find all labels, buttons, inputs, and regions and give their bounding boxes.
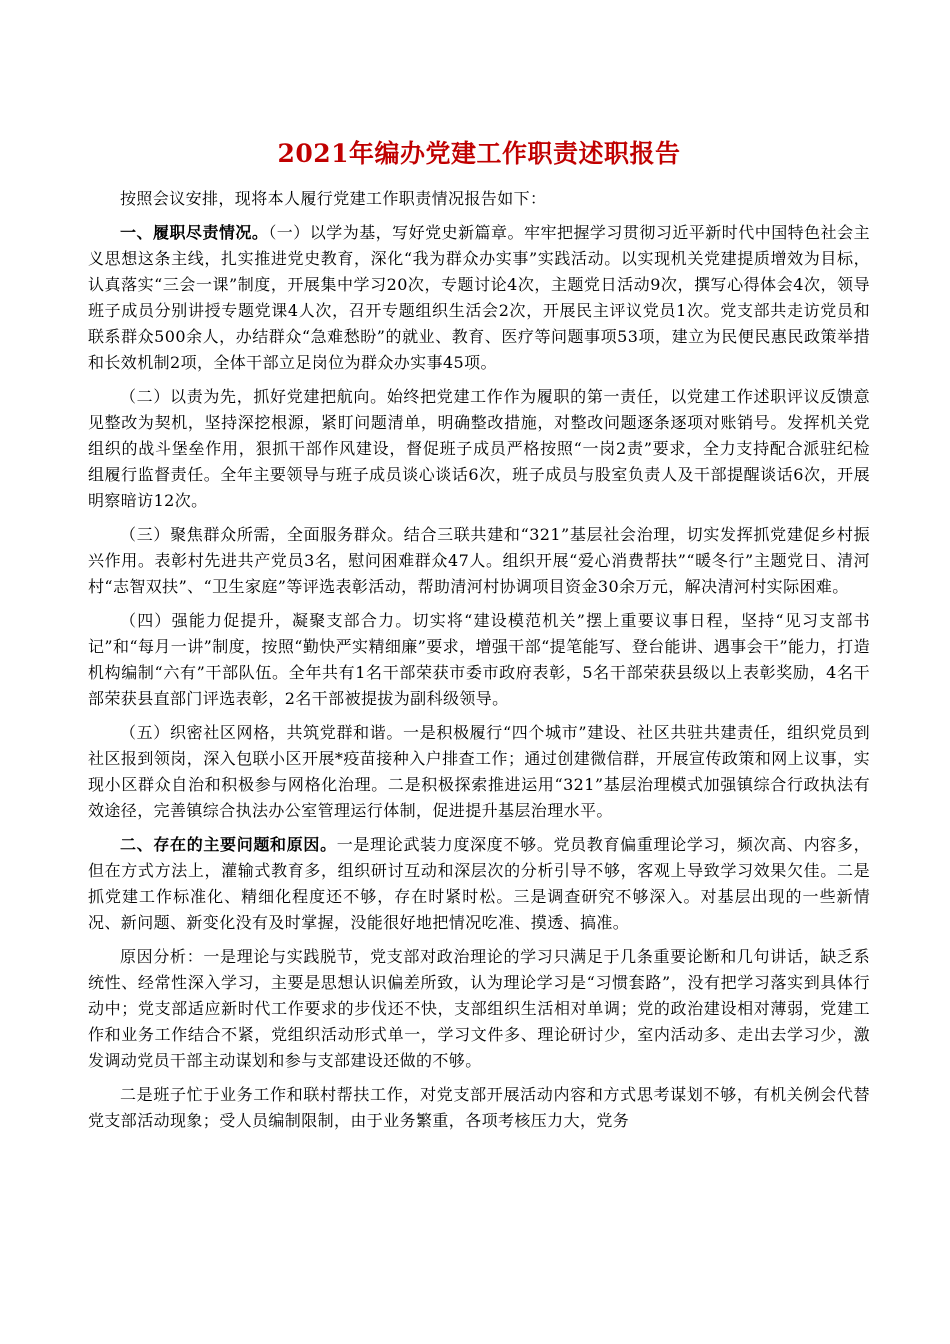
section1-p1-text: （一）以学为基，写好党史新篇章。牢牢把握学习贯彻习近平新时代中国特色社会主义思想这条主线，扎实推进党史教育，深化“我为群众办实事”实践活动。以实现机关党建提质增效为目标，认真落实“三会一课”制度，开展集中学习20次，专题讨论4次，主题党日活动9次，撰写心得体会4次，领导班子成员分别讲授专题党课4人次，召开专题组织生活会2次，开展民主评议党员1次。党支部共走访党员和联系群众500余人，办结群众“急难愁盼”的就业、教育、医疗等问题事项53项，建立为民便民惠民政策举措和长效机制2项，全体干部立足岗位为群众办实事45项。 <box>88 223 870 372</box>
section1-heading: 一、履职尽责情况。 <box>120 223 269 242</box>
section1-paragraph-4: （四）强能力促提升，凝聚支部合力。切实将“建设模范机关”摆上重要议事日程，坚持“见习支部书记”和“每月一讲”制度，按照“勤快严实精细廉”要求，增强干部“提笔能写、登台能讲、遇事会干”能力，打造机构编制“六有”干部队伍。全年共有1名干部荣获市委市政府表彰，5名干部荣获县级以上表彰奖励，4名干部荣获县直部门评选表彰，2名干部被提拔为副科级领导。 <box>88 611 870 708</box>
intro-paragraph: 按照会议安排，现将本人履行党建工作职责情况报告如下： <box>120 189 547 208</box>
section2-heading: 二、存在的主要问题和原因。 <box>120 835 337 854</box>
section1-paragraph-2: （二）以责为先，抓好党建把航向。始终把党建工作作为履职的第一责任，以党建工作述职评议反馈意见整改为契机，坚持深挖根源，紧盯问题清单，明确整改措施，对整改问题逐条逐项对账销号。发挥机关党组织的战斗堡垒作用，狠抓干部作风建设，督促班子成员严格按照“一岗2责”要求，全力支持配合派驻纪检组履行监督责任。全年主要领导与班子成员谈心谈话6次，班子成员与股室负责人及干部提醒谈话6次，开展明察暗访12次。 <box>88 387 870 510</box>
document-page <box>88 136 870 1134</box>
section2-paragraph-1 <box>88 832 870 936</box>
section1-paragraph-5: （五）织密社区网格，共筑党群和谐。一是积极履行“四个城市”建设、社区共驻共建责任，组织党员到社区报到领岗，深入包联小区开展*疫苗接种入户排查工作；通过创建微信群，开展宣传政策和网上议事，实现小区群众自治和积极参与网格化治理。二是积极探索推进运用“321”基层治理模式加强镇综合行政执法有效途径，完善镇综合执法办公室管理运行体制，促进提升基层治理水平。 <box>88 723 870 820</box>
section2-p1-text: 一是理论武装力度深度不够。党员教育偏重理论学习，频次高、内容多，但在方式方法上，灌输式教育多，组织研讨互动和深层次的分析引导不够，客观上导致学习效果欠佳。二是抓党建工作标准化、精细化程度还不够，存在时紧时松。三是调查研究不够深入。对基层出现的一些新情况、新问题、新变化没有及时掌握，没能很好地把情况吃准、摸透、搞准。 <box>88 835 870 932</box>
section1-paragraph-3: （三）聚焦群众所需，全面服务群众。结合三联共建和“321”基层社会治理，切实发挥抓党建促乡村振兴作用。表彰村先进共产党员3名，慰问困难群众47人。组织开展“爱心消费帮扶”“暖冬行”主题党日、清河村“志智双扶”、“卫生家庭”等评选表彰活动，帮助清河村协调项目资金30余万元，解决清河村实际困难。 <box>88 525 870 596</box>
section2-paragraph-3: 二是班子忙于业务工作和联村帮扶工作，对党支部开展活动内容和方式思考谋划不够，有机关例会代替党支部活动现象；受人员编制限制，由于业务繁重，各项考核压力大，党务 <box>88 1085 870 1130</box>
section2-paragraph-2: 原因分析：一是理论与实践脱节，党支部对政治理论的学习只满足于几条重要论断和几句讲话，缺乏系统性、经常性深入学习，主要是思想认识偏差所致，认为理论学习是“习惯套路”，没有把学习落实到具体行动中；党支部适应新时代工作要求的步伐还不快，支部组织生活相对单调；党的政治建设相对薄弱，党建工作和业务工作结合不紧，党组织活动形式单一，学习文件多、理论研讨少，室内活动多、走出去学习少，激发调动党员干部主动谋划和参与支部建设还做的不够。 <box>88 947 870 1070</box>
document-title: 2021年编办党建工作职责述职报告 <box>277 139 681 168</box>
section1-paragraph-1 <box>88 220 870 376</box>
